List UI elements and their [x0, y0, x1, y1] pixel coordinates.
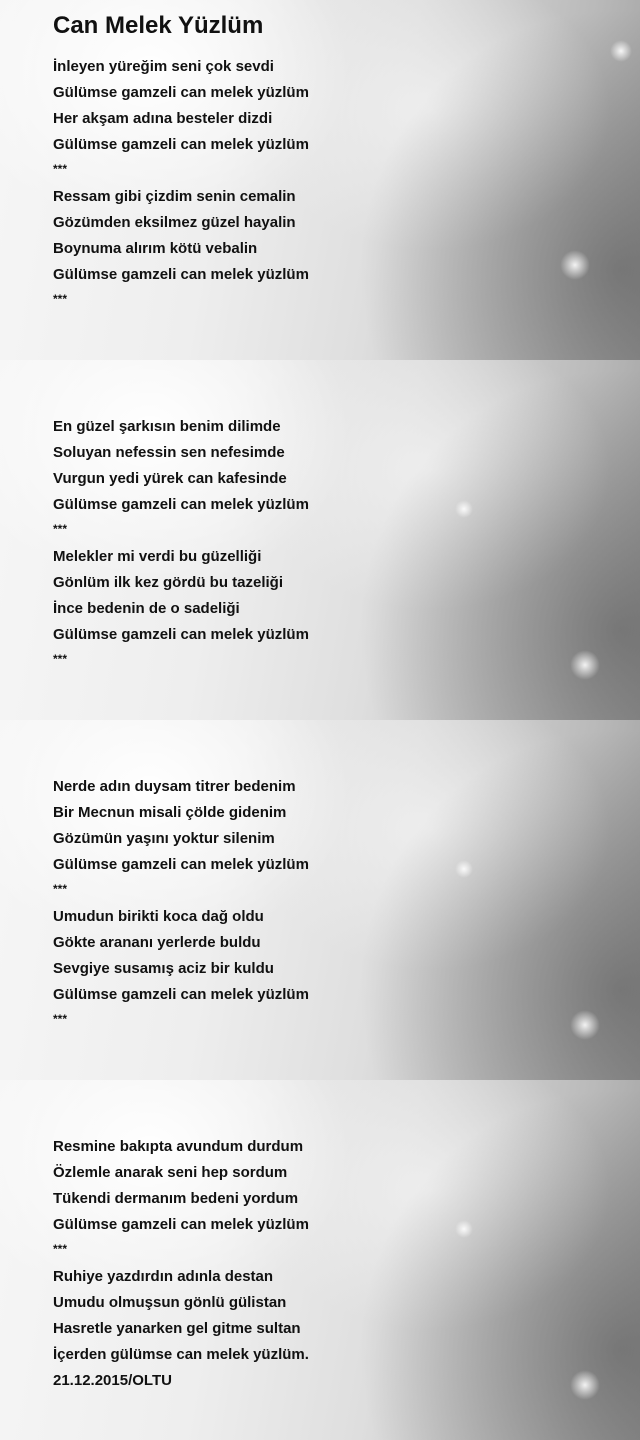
- stanza-separator: ***: [53, 162, 68, 176]
- poem-line: Umudu olmuşsun gönlü gülistan: [53, 1294, 287, 1311]
- poem-panel-1: [0, 0, 640, 360]
- stanza-separator: ***: [53, 522, 68, 536]
- poem-line: Gülümse gamzeli can melek yüzlüm: [53, 136, 309, 153]
- poem-line: Gülümse gamzeli can melek yüzlüm: [53, 856, 309, 873]
- poem-stanza-block: [53, 774, 309, 1034]
- poem-line: Resmine bakıpta avundum durdum: [53, 1138, 304, 1155]
- poem-line: En güzel şarkısın benim dilimde: [53, 418, 281, 435]
- stanza-separator: ***: [53, 652, 68, 666]
- poem-line: Boynuma alırım kötü vebalin: [53, 240, 258, 257]
- poem-line: Gülümse gamzeli can melek yüzlüm: [53, 626, 309, 643]
- poem-line: Gözümden eksilmez güzel hayalin: [53, 214, 296, 231]
- poem-stanza-block: [53, 1134, 309, 1394]
- poem-line: Gökte arananı yerlerde buldu: [53, 934, 261, 951]
- poem-line: Gülümse gamzeli can melek yüzlüm: [53, 84, 309, 101]
- poem-line: Melekler mi verdi bu güzelliği: [53, 548, 262, 565]
- poem-line: Soluyan nefessin sen nefesimde: [53, 444, 285, 461]
- poem-line: İçerden gülümse can melek yüzlüm.: [53, 1346, 309, 1363]
- poem-line: Ruhiye yazdırdın adınla destan: [53, 1268, 274, 1285]
- poem-line: Tükendi dermanım bedeni yordum: [53, 1190, 299, 1207]
- poem-date-signature: 21.12.2015/OLTU: [53, 1372, 172, 1389]
- poem-line: Her akşam adına besteler dizdi: [53, 110, 273, 127]
- poem-line: Ressam gibi çizdim senin cemalin: [53, 188, 296, 205]
- stanza-separator: ***: [53, 1242, 68, 1256]
- poem-panel-3: [0, 720, 640, 1080]
- poem-line: Bir Mecnun misali çölde gidenim: [53, 804, 287, 821]
- stanza-separator: ***: [53, 882, 68, 896]
- poem-title: Can Melek Yüzlüm: [53, 12, 264, 39]
- poem-stanza-block: [53, 54, 309, 314]
- poem-line: Nerde adın duysam titrer bedenim: [53, 778, 296, 795]
- poem-line: Vurgun yedi yürek can kafesinde: [53, 470, 287, 487]
- poem-line: İnce bedenin de o sadeliği: [53, 600, 240, 617]
- poem-line: Gülümse gamzeli can melek yüzlüm: [53, 986, 309, 1003]
- stanza-separator: ***: [53, 1012, 68, 1026]
- poem-line: Gülümse gamzeli can melek yüzlüm: [53, 266, 309, 283]
- poem-line: Gönlüm ilk kez gördü bu tazeliği: [53, 574, 284, 591]
- poem-line: Özlemle anarak seni hep sordum: [53, 1164, 288, 1181]
- poem-panel-2: [0, 360, 640, 720]
- poem-line: Sevgiye susamış aciz bir kuldu: [53, 960, 274, 977]
- poem-line: Gülümse gamzeli can melek yüzlüm: [53, 1216, 309, 1233]
- poem-line: Umudun birikti koca dağ oldu: [53, 908, 264, 925]
- poem-line: İnleyen yüreğim seni çok sevdi: [53, 58, 274, 75]
- poem-stanza-block: [53, 414, 309, 674]
- poem-panel-4: [0, 1080, 640, 1440]
- poem-line: Gülümse gamzeli can melek yüzlüm: [53, 496, 309, 513]
- stanza-separator: ***: [53, 292, 68, 306]
- poem-line: Hasretle yanarken gel gitme sultan: [53, 1320, 301, 1337]
- poem-line: Gözümün yaşını yoktur silenim: [53, 830, 275, 847]
